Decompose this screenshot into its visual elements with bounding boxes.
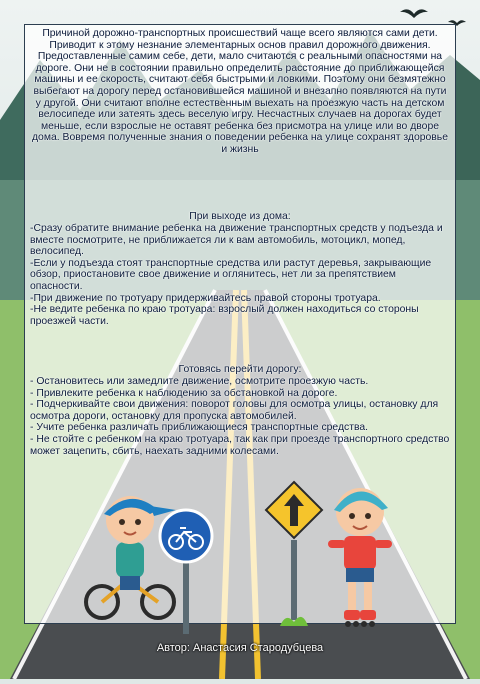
list-item: -Не ведите ребенка по краю тротуара: взрослый должен находиться со стороны проезжей части. xyxy=(30,304,419,327)
section-heading-crossing: Готовясь перейти дорогу: xyxy=(178,364,302,375)
list-item: - Подчеркивайте свои движения: поворот головы для осмотра улицы, остановку для осмотра дороги, остановку для пропуска автомобилей. xyxy=(30,399,439,422)
list-item: - Остановитесь или замедлите движение, осмотрите проезжую часть. xyxy=(30,376,369,387)
list-item: - Привлеките ребенка к наблюдению за обстановкой на дороге. xyxy=(30,387,338,399)
list-item: - Не стойте с ребенком на краю тротуара, так как при проезде транспортного средство может зацепить, сбить, наехать задними колесами. xyxy=(30,433,450,457)
author-caption: Автор: Анастасия Стародубцева xyxy=(156,642,324,654)
list-item: -Сразу обратите внимание ребенка на движение транспортных средств у подъезда и вместе посмотрите, не приближается ли к вам автомобиль, мотоцикл, мопед, велосипед. xyxy=(30,223,443,258)
list-item: -При движение по тротуару придерживайтесь правой стороны тротуара. xyxy=(30,292,381,304)
bicycle-sign-icon xyxy=(156,506,216,636)
intro-text: Причиной дорожно-транспортных происшествий чаще всего являются сами дети. Приводит к этому незнание элементарных основ правил дорожного движения. Предоставленные самим себе, дети, мало считаются с реальными опасностями на дороге. Они не в состоянии правильно определить расстояние до приближающейся машины и ее скорость, считают себя быстрыми и ловкими. Поэтому они безмятежно выбегают на дорогу перед остановившейся машиной и внезапно появляются на пути у другой. Они считают вполне естественным выехать на проезжую часть на детском велосипеде или затеять здесь веселую игру. Несчастных случаев на дорогах будет меньше, если взрослые не оставят ребенка без присмотра на улице или во дворе дома. Вовремя полученные знания о поведении ребенка на улице сохранят здоровье и жизнь xyxy=(31,28,448,155)
list-leaving-home xyxy=(30,223,450,327)
section-heading-leaving-home: При выходе из дома: xyxy=(189,211,291,222)
list-crossing xyxy=(30,376,450,457)
list-item: -Если у подъезда стоят транспортные средства или растут деревья, закрывающие обзор, приостановите свое движение и оглянитесь, нет ли за препятствием опасности. xyxy=(30,257,432,292)
skater-boy-icon xyxy=(310,474,410,634)
list-item: - Учите ребенка различать приближающиеся транспортные средства. xyxy=(30,422,369,434)
